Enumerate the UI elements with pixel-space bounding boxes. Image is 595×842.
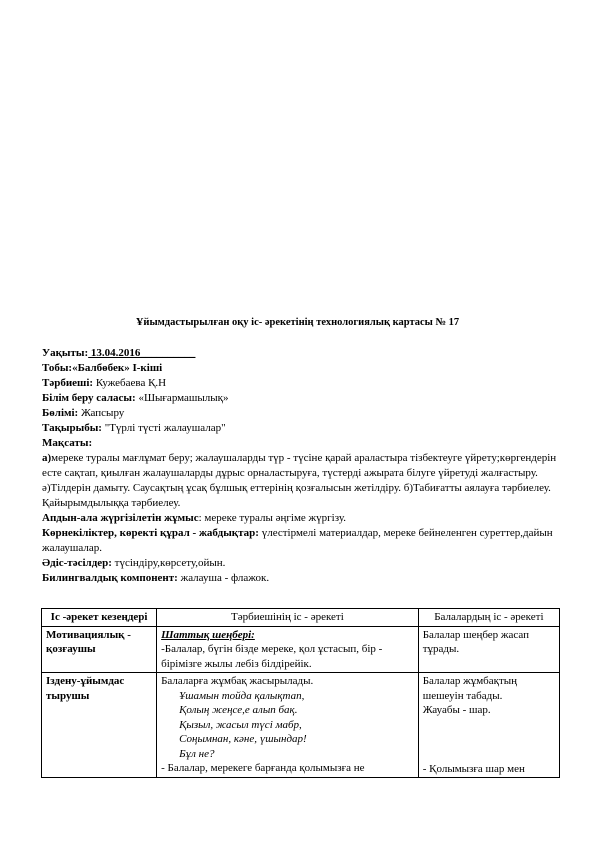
riddle-line: Ұшамын тойда қалықтап, xyxy=(179,689,305,702)
goal-b: ә)Тілдерін дамыту. Саусақтың ұсақ бұлшық еттерінің қозғалысын жетілдіру. б)Табиғатты аялауға тәрбиелеу. Қайырымдылыққа тәрбиелеу. xyxy=(42,482,551,509)
teacher-activity-title: Шаттық шеңбері: xyxy=(161,628,255,641)
topic-label: Тақырыбы: xyxy=(42,422,102,434)
topic-value: "Түрлі түсті жалаушалар" xyxy=(101,422,226,434)
topic-line xyxy=(42,421,562,436)
area-value: «Шығармашылық» xyxy=(135,392,229,404)
teacher-value: Кужебаева Қ.Н xyxy=(93,377,167,389)
header-stages: Іс -әрекет кезеңдері xyxy=(42,609,157,627)
section-line xyxy=(42,406,562,421)
goal-a-prefix: а) xyxy=(42,452,52,464)
document-title: Ұйымдастырылған оқу іс- әрекетінің технологиялық картасы № 17 xyxy=(135,317,460,328)
group-label: Тобы: xyxy=(42,362,73,374)
section-label: Бөлімі: xyxy=(42,407,79,419)
group-value: «Балбөбек» І-кіші xyxy=(72,362,163,374)
teacher-cell xyxy=(157,626,419,673)
preliminary-work-value: : мереке туралы әңгіме жүргізу. xyxy=(198,512,346,524)
table-row xyxy=(42,626,560,673)
riddle-line: Соңымнан, кәне, үшындар! xyxy=(179,733,307,745)
area-label: Білім беру саласы: xyxy=(42,392,136,404)
teacher-riddle-intro: Балаларға жұмбақ жасырылады. xyxy=(161,675,314,687)
stage-cell: Іздену-ұйымдас тырушы xyxy=(42,673,157,778)
area-line xyxy=(42,391,562,406)
date-line xyxy=(42,346,562,361)
preliminary-work-line xyxy=(42,511,562,526)
date-value: 13.04.2016__________ xyxy=(88,347,196,359)
equipment-value: үлестірмелі материалдар, мереке бейнеленген суреттер,дайын жалаушалар. xyxy=(42,527,553,554)
bilingual-value: жалауша - флажок. xyxy=(177,572,270,584)
teacher-label: Тәрбиеші: xyxy=(42,377,94,389)
equipment-line xyxy=(42,526,562,556)
bilingual-label: Билингвалдық компонент: xyxy=(42,572,178,584)
stage-cell: Мотивациялық - қозғаушы xyxy=(42,626,157,673)
riddle-line: Қолың жеңсе,е алып бақ. xyxy=(179,704,298,716)
teacher-cell xyxy=(157,673,419,778)
children-answer: Жауабы - шар. xyxy=(422,704,491,716)
table-row xyxy=(42,673,560,778)
teacher-activity-text: -Балалар, бүгін бізде мереке, қол ұстасып, бір - бірімізге жылы лебіз білдірейік. xyxy=(161,643,383,670)
lesson-meta xyxy=(42,346,562,586)
methods-label: Әдіс-тәсілдер: xyxy=(42,557,112,569)
goal-a-text: мереке туралы мағлұмат беру; жалаушаларды түр - түсіне қарай араластыра тізбектеуге үйрету;көргендерін есте сақтап, қиылған жалаушаларды дұрыс орналастыруға, түстерді ажырата білуге үйретуді жалғастыру. xyxy=(42,452,557,479)
children-cell: Балалар шеңбер жасап тұрады. xyxy=(418,626,559,673)
methods-value: түсіндіру,көрсету,ойын. xyxy=(111,557,226,569)
teacher-question: - Балалар, мерекеге барғанда қолымызға не xyxy=(161,762,365,774)
date-label: Уақыты: xyxy=(42,347,89,359)
bilingual-line xyxy=(42,571,562,586)
group-line xyxy=(42,361,562,376)
header-teacher: Тәрбиешінің іс - әрекеті xyxy=(157,609,419,627)
children-text: Балалар жұмбақтың шешеуін табады. xyxy=(422,675,518,702)
section-value: Жапсыру xyxy=(78,407,125,419)
lesson-table xyxy=(41,608,560,778)
equipment-label: Көрнекіліктер, көректі құрал - жабдықтар: xyxy=(42,527,259,539)
teacher-line xyxy=(42,376,562,391)
goal-a xyxy=(42,451,562,481)
goals-label: Мақсаты: xyxy=(42,437,93,449)
children-text: - Қолымызға шар мен xyxy=(422,762,525,775)
riddle-line: Қызыл, жасыл түсі мабр, xyxy=(179,718,302,731)
methods-line xyxy=(42,556,562,571)
riddle-line: Бұл не? xyxy=(179,747,215,760)
goals-line xyxy=(42,436,562,451)
table-header-row xyxy=(42,609,560,627)
header-children: Балалардың іс - әрекеті xyxy=(418,609,559,627)
children-cell xyxy=(418,673,559,778)
preliminary-work-label: Апдын-ала жүргізілетін жұмыс xyxy=(42,512,199,524)
